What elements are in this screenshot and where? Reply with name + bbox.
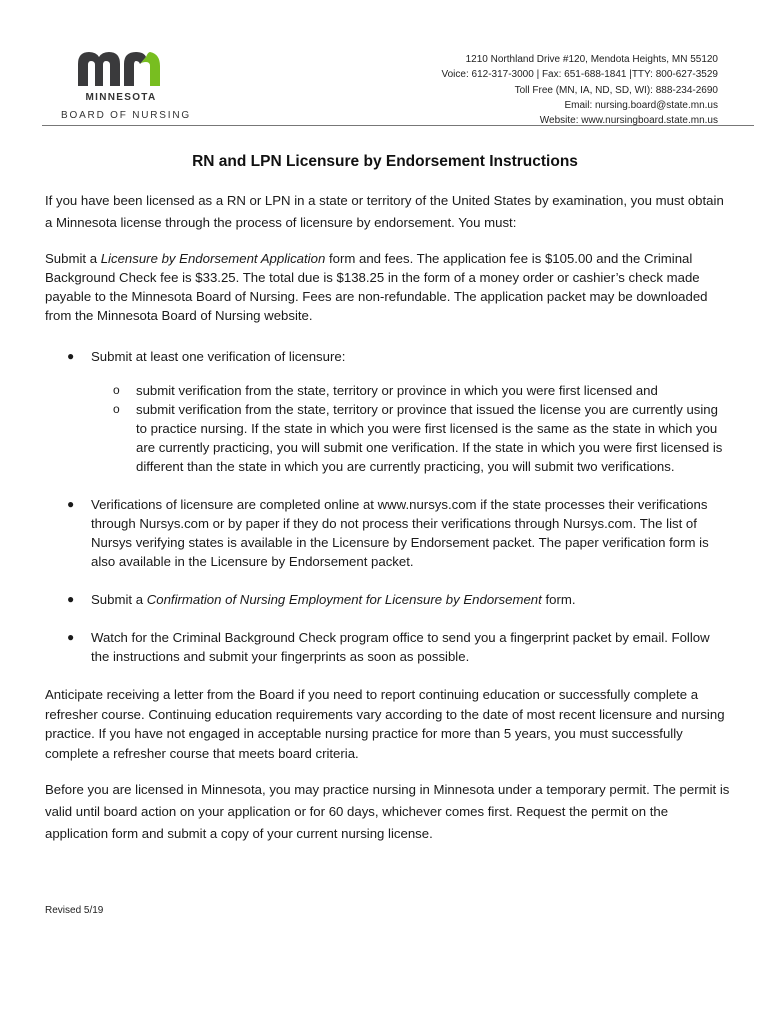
bullet-text-nursys: Verifications of licensure are completed online at www.nursys.com if the state processes their verifications through Nursys.com or by paper if they do not process their verifications through Nursys.com. The list of Nursys verifying states is available in the Licensure by Endorsement packet. The paper verification form is also available in the Licensure by Endorsement packet.: [91, 497, 709, 569]
contact-tollfree: Toll Free (MN, IA, ND, SD, WI): 888-234-2690: [514, 84, 718, 96]
verification-sublist: [46, 381, 730, 476]
confirmation-form-name: Confirmation of Nursing Employment for Licensure by Endorsement: [146, 592, 542, 607]
page-title: RN and LPN Licensure by Endorsement Instructions: [192, 153, 578, 170]
application-form-name: Licensure by Endorsement Application: [100, 251, 326, 266]
revision-date: Revised 5/19: [45, 905, 104, 916]
list-item: [45, 495, 730, 571]
submit-post: form and fees. The application fee is $105.00 and the Criminal Background Check fee is $33.25. The total due is $138.25 in the form of a money order or cashier’s check made payable to the Minnesota Board of Nursing. Fees are non-refundable. The application packet may be downloaded from the Minnesota Board of Nursing website.: [45, 251, 708, 323]
contact-website: Website: www.nursingboard.state.mn.us: [539, 115, 718, 127]
intro-paragraph: If you have been licensed as a RN or LPN in a state or territory of the United States by examination, you must obtain a Minnesota license through the process of licensure by endorsement. You must:: [45, 193, 724, 230]
mn-board-of-nursing-logo: [42, 48, 192, 128]
requirements-list: [45, 347, 730, 666]
logo-wordmark: MINNESOTA: [85, 92, 157, 103]
bullet-icon: ●: [67, 497, 75, 511]
list-item: [46, 381, 730, 400]
circle-bullet-icon: o: [113, 383, 120, 397]
list-item: [45, 347, 730, 476]
document-body: [45, 190, 730, 845]
submit-pre: Submit a: [45, 251, 101, 266]
list-item: [45, 590, 730, 609]
bullet-icon: ●: [67, 592, 75, 606]
temporary-permit-paragraph: Before you are licensed in Minnesota, you may practice nursing in Minnesota under a temporary permit. The permit is valid until board action on your application or for 60 days, whichever comes first. Request the permit on the application form and submit a copy of your current nursing license.: [45, 782, 730, 841]
contact-email: Email: nursing.board@state.mn.us: [564, 99, 718, 111]
circle-bullet-icon: o: [113, 402, 120, 416]
sub-bullet-current-license: submit verification from the state, territory or province that issued the license you are currently using to practice nursing. If the state in which you were first licensed is the same as the state in which you are currently practicing, you will submit one verification. If the state in which you were first licensed is different than the state in which you are currently practicing, you will submit two verifications.: [136, 402, 723, 474]
logo-board-name: BOARD OF NURSING: [61, 110, 191, 121]
list-item: [45, 628, 730, 666]
anticipate-paragraph: Anticipate receiving a letter from the Board if you need to report continuing education or successfully complete a refresher course. Continuing education requirements vary according to the date of most recent licensure and nursing practice. If you have not engaged in acceptable nursing practice for more than 5 years, you must successfully complete a refresher course that meets board criteria.: [45, 687, 725, 761]
list-item: [46, 400, 730, 476]
contact-phones: Voice: 612-317-3000 | Fax: 651-688-1841 |TTY: 800-627-3529: [441, 69, 718, 81]
bullet-text-verification: Submit at least one verification of licensure:: [91, 349, 346, 364]
bullet-text-confirmation-post: form.: [541, 592, 576, 607]
contact-block: [442, 52, 719, 128]
sub-bullet-first-licensed: submit verification from the state, territory or province in which you were first licensed and: [136, 383, 658, 398]
mn-logo-mark-icon: [78, 48, 160, 88]
bullet-icon: ●: [67, 630, 75, 644]
submit-application-paragraph: [45, 249, 730, 325]
bullet-text-confirmation-pre: Submit a: [91, 592, 147, 607]
bullet-text-fingerprints: Watch for the Criminal Background Check program office to send you a fingerprint packet by email. Follow the instructions and submit your fingerprints as soon as possible.: [91, 630, 710, 664]
bullet-icon: ●: [67, 349, 75, 363]
contact-address: 1210 Northland Drive #120, Mendota Heights, MN 55120: [465, 54, 718, 65]
